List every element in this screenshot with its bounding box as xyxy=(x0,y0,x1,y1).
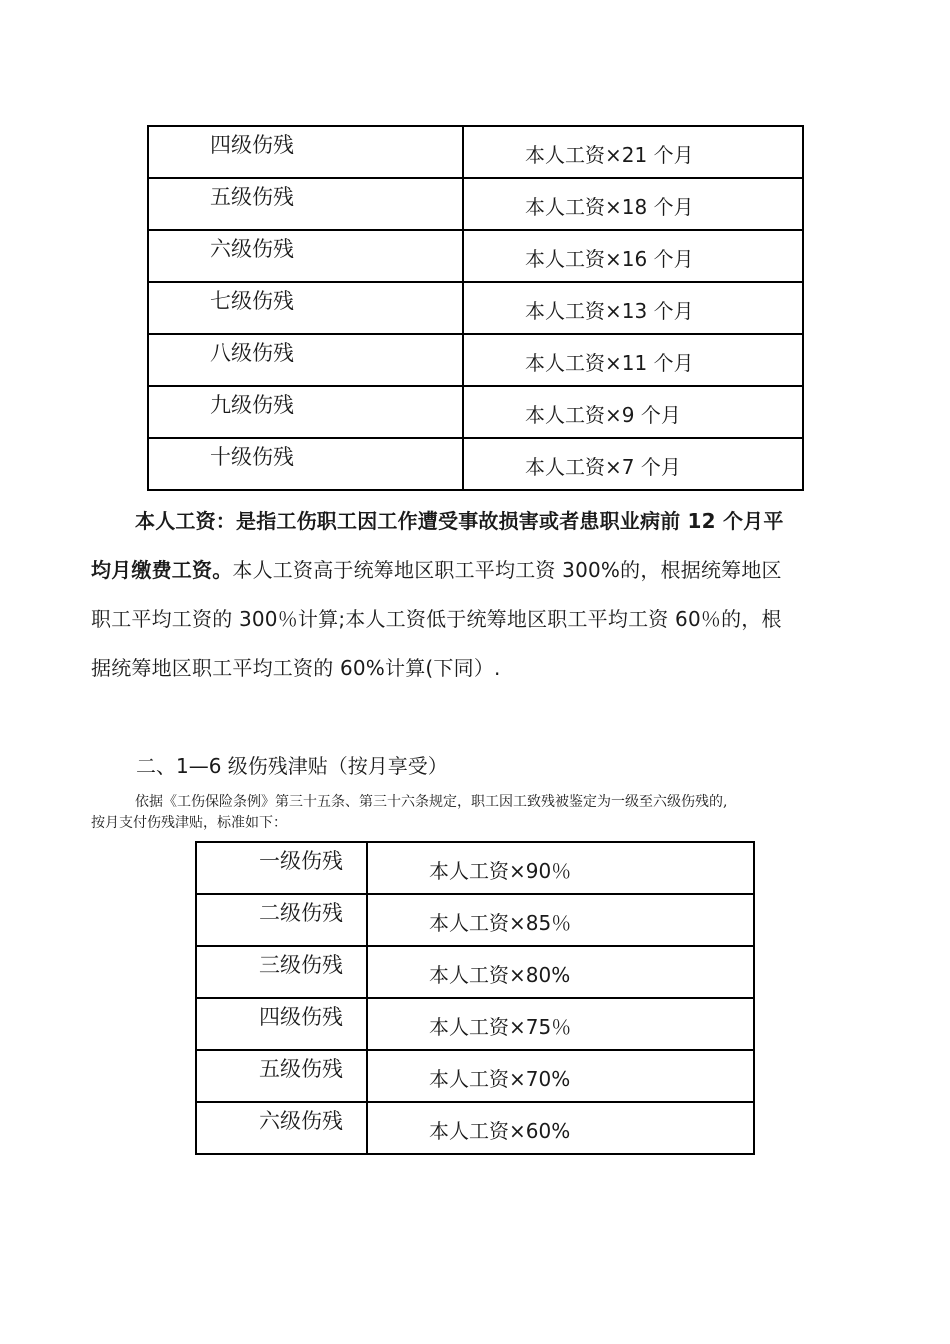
level-cell xyxy=(148,230,463,282)
amount-cell xyxy=(367,1050,754,1102)
amount-label: 本人工资×16 个月 xyxy=(525,247,694,271)
level-cell xyxy=(148,178,463,230)
table-row xyxy=(148,386,803,438)
definition-line-4: 据统筹地区职工平均工资的 60%计算(下同）. xyxy=(91,656,501,680)
amount-label: 本人工资×21 个月 xyxy=(525,143,694,167)
amount-label: 本人工资×13 个月 xyxy=(525,299,694,323)
legal-basis-text xyxy=(91,792,851,834)
level-label: 五级伤残 xyxy=(210,185,294,209)
table-row xyxy=(148,230,803,282)
level-cell xyxy=(196,998,367,1050)
level-label: 四级伤残 xyxy=(210,133,294,157)
definition-line-2 xyxy=(91,546,851,595)
level-cell xyxy=(196,946,367,998)
level-cell xyxy=(196,842,367,894)
definition-bold-text: 均月缴费工资。 xyxy=(91,558,233,582)
level-cell xyxy=(148,334,463,386)
definition-line-3: 职工平均工资的 300％计算;本人工资低于统筹地区职工平均工资 60％的，根 xyxy=(91,607,782,631)
amount-cell xyxy=(463,230,803,282)
amount-label: 本人工资×11 个月 xyxy=(525,351,694,375)
amount-label: 本人工资×70% xyxy=(429,1067,571,1091)
basis-line-2: 按月支付伤残津贴，标准如下： xyxy=(91,815,287,831)
table-row xyxy=(148,178,803,230)
level-label: 八级伤残 xyxy=(210,341,294,365)
table-row xyxy=(196,894,754,946)
amount-label: 本人工资×7 个月 xyxy=(525,455,681,479)
amount-label: 本人工资×60% xyxy=(429,1119,571,1143)
amount-cell xyxy=(463,126,803,178)
basis-line-1: 依据《工伤保险条例》第三十五条、第三十六条规定，职工因工致残被鉴定为一级至六级伤残的, xyxy=(135,794,728,810)
level-label: 二级伤残 xyxy=(259,901,343,925)
level-label: 三级伤残 xyxy=(259,953,343,977)
amount-cell xyxy=(463,334,803,386)
level-cell xyxy=(148,282,463,334)
amount-cell xyxy=(367,842,754,894)
amount-cell xyxy=(367,1102,754,1154)
amount-cell xyxy=(463,282,803,334)
amount-cell xyxy=(463,438,803,490)
level-cell xyxy=(148,386,463,438)
level-label: 五级伤残 xyxy=(259,1057,343,1081)
table-row xyxy=(196,946,754,998)
amount-cell xyxy=(367,894,754,946)
table-row xyxy=(196,1050,754,1102)
table-row xyxy=(148,126,803,178)
definition-line-1 xyxy=(91,497,851,546)
level-label: 七级伤残 xyxy=(210,289,294,313)
amount-label: 本人工资×18 个月 xyxy=(525,195,694,219)
table-row xyxy=(196,998,754,1050)
level-label: 十级伤残 xyxy=(210,445,294,469)
table-row xyxy=(148,334,803,386)
level-label: 一级伤残 xyxy=(259,849,343,873)
wage-definition-paragraph xyxy=(91,497,851,693)
level-label: 六级伤残 xyxy=(210,237,294,261)
level-cell xyxy=(148,126,463,178)
disability-subsidy-table-4-10 xyxy=(147,125,804,491)
level-cell xyxy=(196,1102,367,1154)
amount-label: 本人工资×80% xyxy=(429,963,571,987)
table-row xyxy=(148,282,803,334)
table-row xyxy=(196,842,754,894)
disability-allowance-table-1-6 xyxy=(195,841,755,1155)
section-heading: 二、1—6 级伤残津贴（按月享受） xyxy=(136,754,448,778)
level-cell xyxy=(196,1050,367,1102)
level-cell xyxy=(148,438,463,490)
amount-cell xyxy=(367,946,754,998)
level-label: 四级伤残 xyxy=(259,1005,343,1029)
level-label: 九级伤残 xyxy=(210,393,294,417)
definition-bold-text: 本人工资：是指工伤职工因工作遭受事故损害或者患职业病前 12 个月平 xyxy=(135,509,784,533)
amount-label: 本人工资×90％ xyxy=(429,859,572,883)
level-label: 六级伤残 xyxy=(259,1109,343,1133)
amount-cell xyxy=(463,386,803,438)
definition-text: 本人工资高于统筹地区职工平均工资 300%的，根据统筹地区 xyxy=(232,558,782,582)
table-row xyxy=(196,1102,754,1154)
amount-cell xyxy=(367,998,754,1050)
amount-label: 本人工资×75％ xyxy=(429,1015,572,1039)
amount-cell xyxy=(463,178,803,230)
amount-label: 本人工资×85％ xyxy=(429,911,572,935)
level-cell xyxy=(196,894,367,946)
amount-label: 本人工资×9 个月 xyxy=(525,403,681,427)
table-row xyxy=(148,438,803,490)
